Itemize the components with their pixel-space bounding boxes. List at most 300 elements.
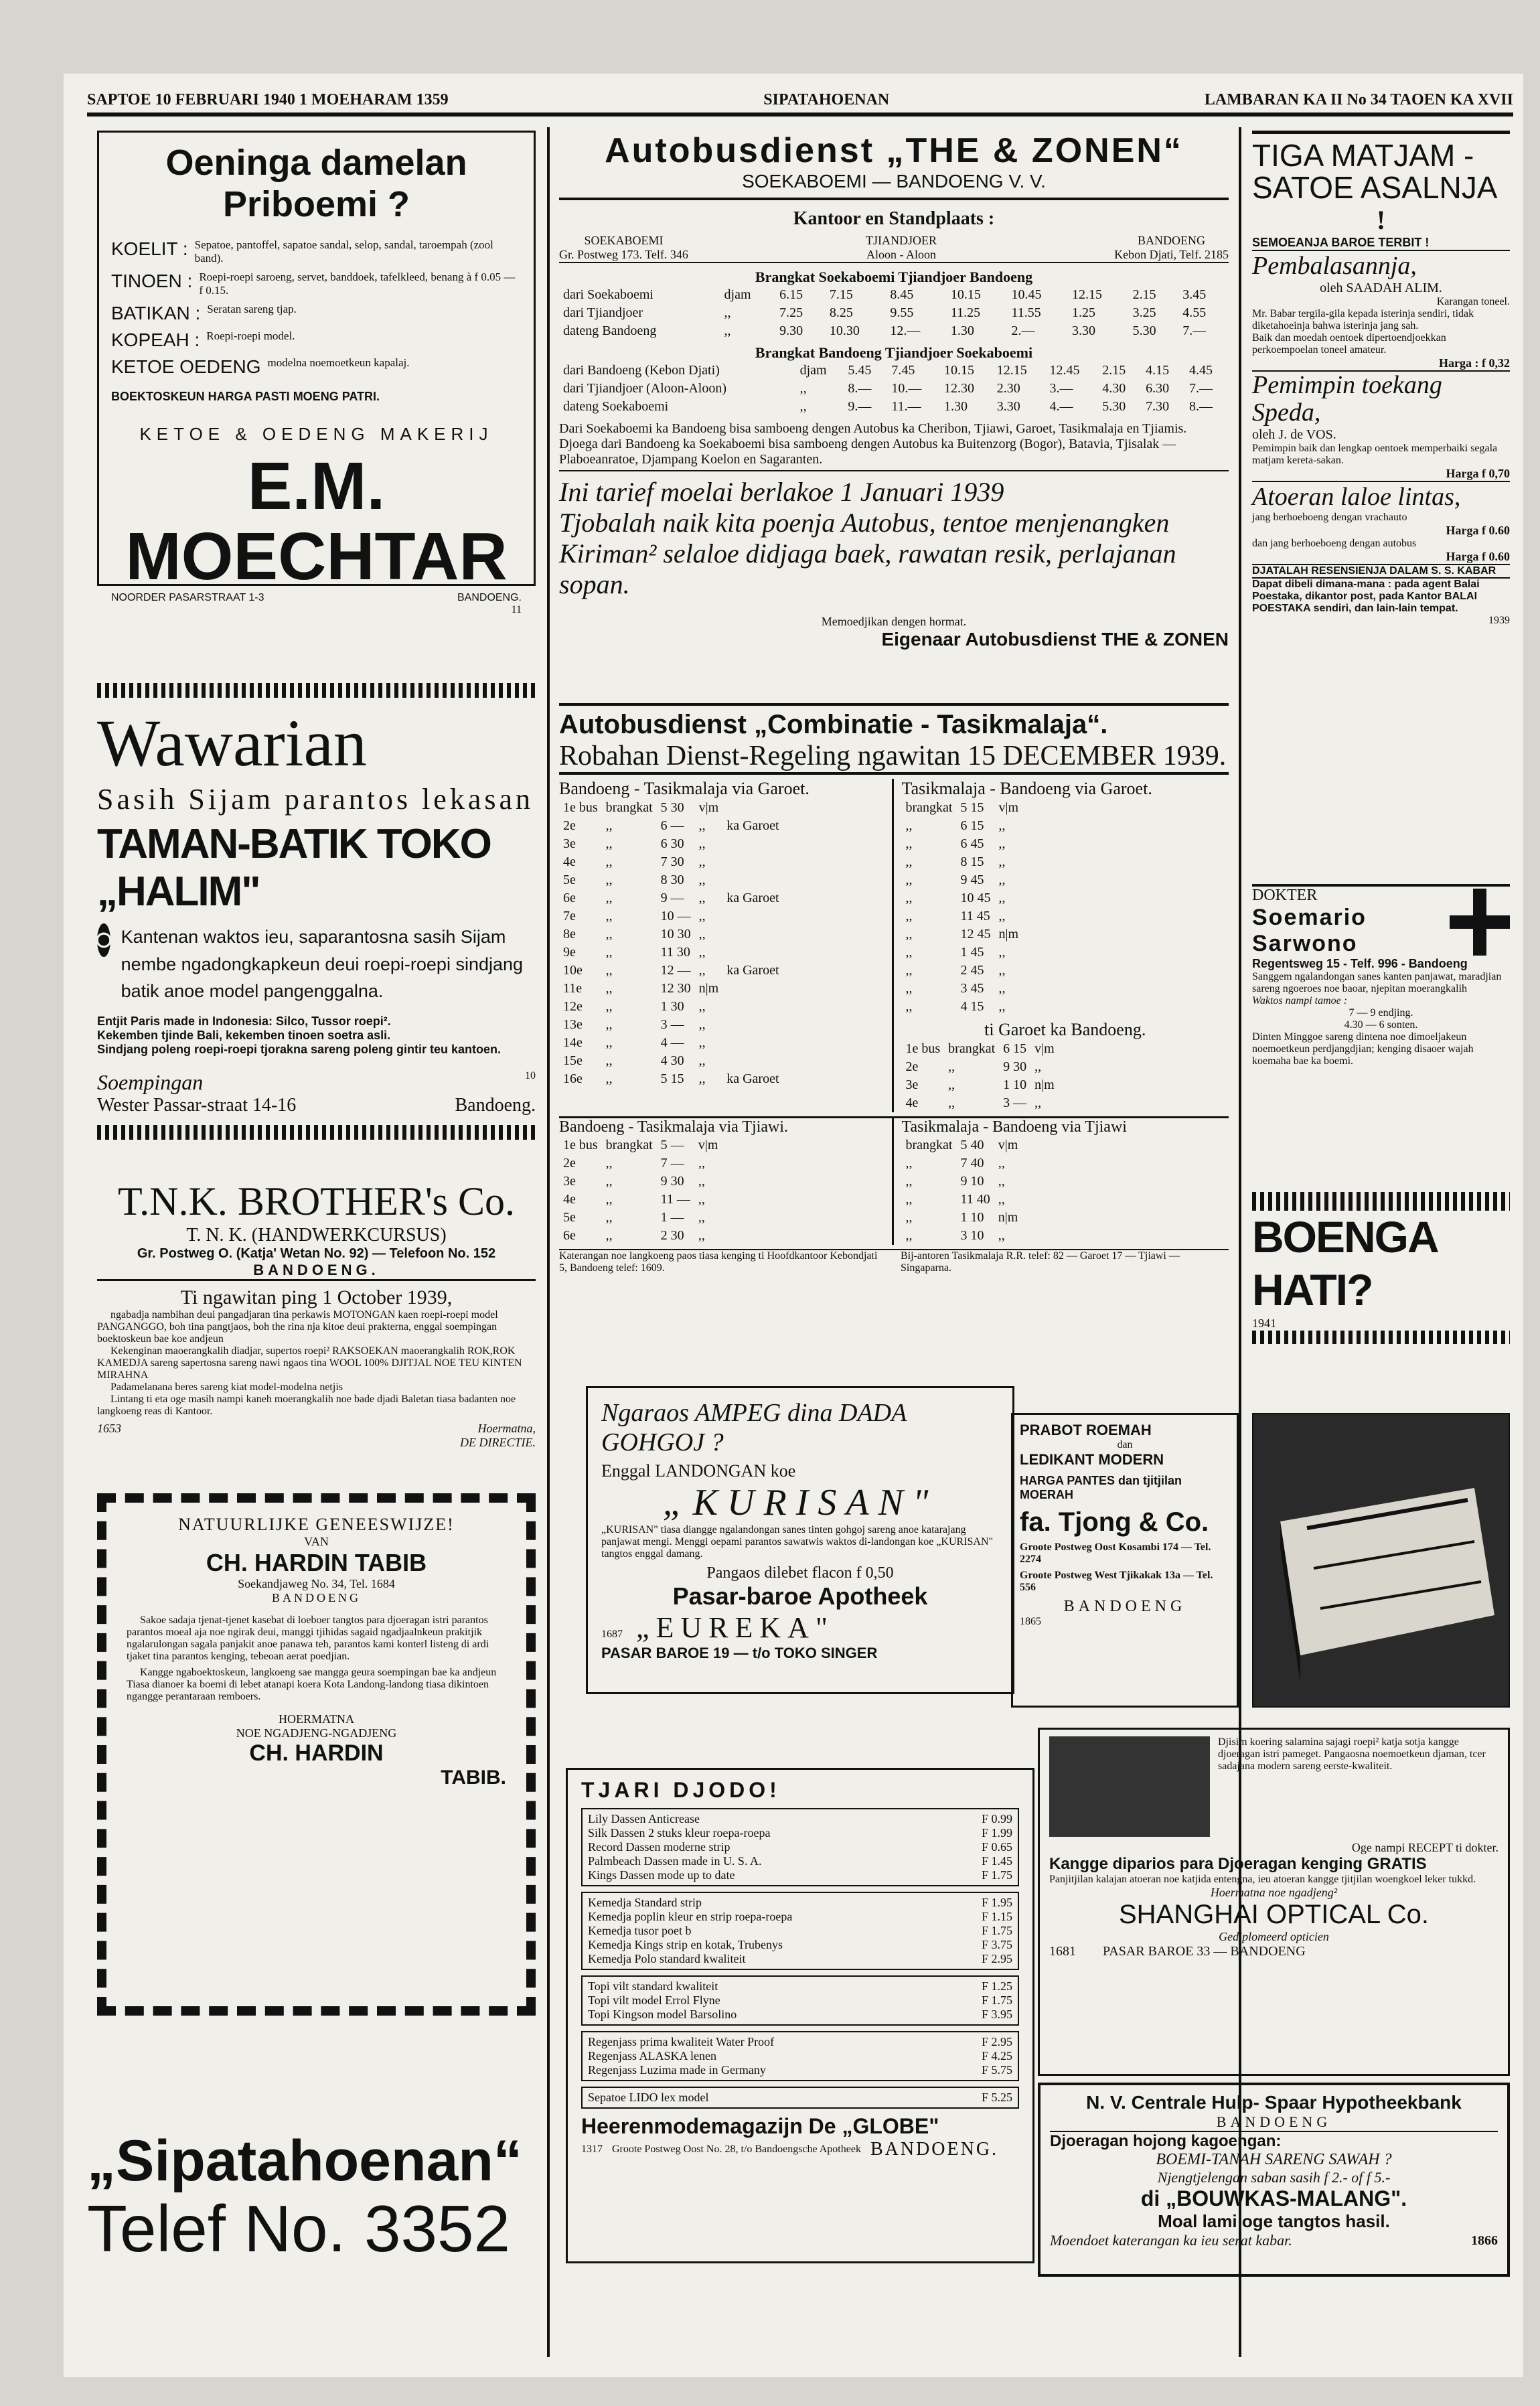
comb-right-cell: 10 45 <box>960 891 991 905</box>
kantoor-cell <box>866 234 937 262</box>
djodo-item-price: F 0.99 <box>981 1812 1012 1825</box>
comb-left3-cell: 6e <box>563 1228 576 1243</box>
comb-left-cell: ,, <box>605 818 613 833</box>
wawarian-store: TAMAN-BATIK TOKO „HALIM" <box>97 821 491 915</box>
comb-left3-cell: ,, <box>605 1174 613 1189</box>
djodo-item-name: Topi vilt standard kwaliteit <box>588 1979 718 1993</box>
divider-stripe <box>97 1125 536 1140</box>
hypotheek-sign-row <box>1050 2232 1498 2249</box>
comb-left-cell: ,, <box>698 854 706 869</box>
moechtar-row-label: BATIKAN : <box>111 303 201 323</box>
comb-left-cell: ,, <box>605 1071 613 1086</box>
djodo-item <box>588 2091 1012 2105</box>
zonen-table2-cell: 5.30 <box>1102 399 1126 414</box>
comb-left3-cell: 7 — <box>660 1156 684 1171</box>
hypotheek-sign: Moendoet katerangan ka ieu serat kabar. <box>1050 2232 1292 2249</box>
zonen-table2-cell: 3.30 <box>996 399 1020 414</box>
comb-left-row <box>559 907 783 925</box>
zonen-table2-cell: 10.— <box>891 381 922 396</box>
tnk-body2: Kekenginan maoerangkalih diadjar, supertos roepi² RAKSOEKAN maoerangkalih ROK,ROK KAMEDJA sareng sapertosna sareng nawi ngaos tina WOOL 100% DJITJAL NOE TEU KINTEN MIRAHNA <box>97 1345 522 1381</box>
comb-left3-cell: ,, <box>698 1156 705 1171</box>
comb-left-cell <box>722 1052 783 1070</box>
prabot-number: 1865 <box>1020 1616 1041 1627</box>
kantoor-cell <box>1114 234 1229 262</box>
comb-left-cell: 16e <box>563 1071 583 1086</box>
zonen-table1-cell: 1.25 <box>1072 305 1096 320</box>
djodo-item-name: Kemedja Kings strip en kotak, Trubenys <box>588 1938 783 1951</box>
zonen-table2-cell: 6.30 <box>1146 381 1170 396</box>
zonen-table2-cell: 7.— <box>1189 381 1213 396</box>
zonen-table1-cell: dateng Bandoeng <box>563 323 657 338</box>
prabot-city: BANDOENG <box>1063 1598 1186 1615</box>
comb-right3-cell: ,, <box>998 1192 1005 1207</box>
the-zonen-subtitle: SOEKABOEMI — BANDOENG V. V. <box>559 171 1229 200</box>
prabot-title: PRABOT ROEMAH <box>1020 1422 1152 1438</box>
zonen-table2-cell: ,, <box>799 399 807 414</box>
comb-left-cell: ,, <box>698 1053 706 1068</box>
comb-right2-cell: ,, <box>1034 1059 1042 1074</box>
boenga-title: BOENGA HATI? <box>1252 1212 1437 1315</box>
kantoor-cell <box>559 234 688 262</box>
djodo-item-price: F 4.25 <box>981 2049 1012 2062</box>
hardin-address: Soekandjaweg No. 34, Tel. 1684 <box>238 1577 395 1590</box>
djodo-item <box>588 2035 1012 2049</box>
tjari-djodo-address: Groote Postweg Oost No. 28, t/o Bandoengsche Apotheek <box>612 2144 861 2155</box>
djodo-item-price: F 5.75 <box>981 2063 1012 2077</box>
comb-left3-cell: ,, <box>698 1192 705 1207</box>
moechtar-address-right: BANDOENG. <box>457 592 522 603</box>
hardin-closing2: NOE NGADJENG-NGADJENG <box>236 1726 397 1740</box>
tnk-closing: Hoermatna, <box>477 1422 536 1435</box>
djodo-item <box>588 1896 1012 1910</box>
prabot-harga: HARGA PANTES dan tjitjilan MOERAH <box>1020 1474 1182 1501</box>
djodo-item-name: Regenjass prima kwaliteit Water Proof <box>588 2035 775 2048</box>
comb-right-cell: ,, <box>998 945 1006 960</box>
comb-left-cell: 13e <box>563 1017 583 1032</box>
zonen-italic-line: Ini tarief moelai berlakoe 1 Januari 1939 <box>559 477 1004 507</box>
comb-left-cell: ,, <box>605 1035 613 1050</box>
comb-left-cell: ka Garoet <box>726 1071 779 1086</box>
zonen-table1-cell: 11.55 <box>1011 305 1041 320</box>
wawarian-bold-line: Entjit Paris made in Indonesia: Silco, Tussor roepi². <box>97 1014 391 1028</box>
djodo-item-price: F 1.25 <box>981 1979 1012 1993</box>
moechtar-maker: KETOE & OEDENG MAKERIJ <box>139 424 493 444</box>
comb-left-cell: 5 30 <box>660 800 684 815</box>
zonen-table2-cell: 8.— <box>848 381 872 396</box>
comb-left-cell: 9e <box>563 945 576 960</box>
comb-right3-row <box>902 1173 1022 1191</box>
tiga-matjam-title: TIGA MATJAM - SATOE ASALNJA <box>1252 138 1498 206</box>
zonen-table1-cell: dari Soekaboemi <box>563 287 653 302</box>
djodo-item-name: Topi vilt model Errol Flyne <box>588 1994 720 2007</box>
zonen-table2-cell: 10.15 <box>944 363 975 378</box>
combinatie-left-head2: Bandoeng - Tasikmalaja via Tjiawi. <box>559 1118 789 1136</box>
zonen-table1-cell: 10.30 <box>829 323 860 338</box>
tnk-sign-row <box>97 1422 536 1450</box>
shield-icon <box>97 923 110 957</box>
djodo-group <box>581 2031 1019 2081</box>
moechtar-number: 11 <box>511 604 522 615</box>
the-zonen-kantoor-title: Kantoor en Standplaats : <box>793 208 995 229</box>
djodo-item <box>588 1938 1012 1952</box>
book2-desc: Pemimpin baik dan lengkap oentoek memperbaiki segala matjam kereta-sakan. <box>1252 443 1498 467</box>
optical-body3: Panjitjilan kalajan atoeran noe katjida entengna, ieu atoeran kangge tjitjilan woengkoel leker tukkd. <box>1049 1874 1476 1885</box>
comb-right-cell: ,, <box>998 836 1006 851</box>
comb-left3-cell: brangkat <box>605 1138 653 1152</box>
comb-left-cell <box>722 998 783 1016</box>
comb-left-cell: ,, <box>605 999 613 1014</box>
comb-left3-row <box>559 1227 722 1245</box>
zonen-table1-cell: dari Tjiandjoer <box>563 305 643 320</box>
book1-author: oleh SAADAH ALIM. <box>1320 280 1442 295</box>
combinatie-right-head: Tasikmalaja - Bandoeng via Garoet. <box>901 779 1152 798</box>
comb-right-row <box>902 980 1023 998</box>
comb-left-cell <box>722 980 783 998</box>
comb-left-row <box>559 980 783 998</box>
kantoor-addr: Kebon Djati, Telf. 2185 <box>1114 248 1229 261</box>
kantoor-city: SOEKABOEMI <box>584 234 664 247</box>
book1-genre: Karangan toneel. <box>1436 295 1510 307</box>
wawarian-city: Bandoeng. <box>455 1094 536 1116</box>
comb-left-cell: ,, <box>698 873 706 887</box>
djodo-item <box>588 1812 1012 1826</box>
djodo-item <box>588 1826 1012 1840</box>
header-issue: LAMBARAN KA II No 34 TAOEN KA XVII <box>1204 90 1513 108</box>
comb-left-cell: ,, <box>605 836 613 851</box>
comb-right-cell: 6 45 <box>960 836 984 851</box>
comb-left3-cell: 4e <box>563 1192 576 1207</box>
the-zonen-title: Autobusdienst „THE & ZONEN“ <box>605 131 1183 170</box>
moechtar-address-left: NOORDER PASARSTRAAT 1-3 <box>111 592 264 603</box>
bed-icon <box>1253 1414 1509 1706</box>
wawarian-title: Wawarian <box>97 706 367 780</box>
tiga-matjam-exclaim: ! <box>1376 204 1386 235</box>
comb-right3-cell: 9 10 <box>960 1174 984 1189</box>
comb-right-row <box>902 871 1023 889</box>
kurisan-store: Pasar-baroe Apotheek <box>672 1582 928 1610</box>
tnk-city: BANDOENG. <box>97 1262 536 1281</box>
hardin-city: BANDOENG <box>272 1591 361 1604</box>
book2-title: Pemimpin toekang Speda, <box>1252 370 1442 427</box>
djodo-item-price: F 1.15 <box>981 1910 1012 1923</box>
comb-left3-cell: ,, <box>698 1174 705 1189</box>
comb-left3-cell: 3e <box>563 1174 576 1189</box>
book1-title: Pembalasannja, <box>1252 251 1417 280</box>
zonen-table1-cell: 7.— <box>1182 323 1207 338</box>
comb-left3-row <box>559 1136 722 1154</box>
kurisan-line1: Ngaraos AMPEG dina DADA GOHGOJ ? <box>601 1399 907 1456</box>
comb-right2-cell: ,, <box>948 1096 955 1110</box>
red-cross-icon <box>1450 889 1510 956</box>
comb-left3-cell: 2 30 <box>660 1228 684 1243</box>
comb-right2-cell: ,, <box>1034 1096 1042 1110</box>
hardin-title: NATUURLIJKE GENEESWIJZE! <box>178 1515 455 1534</box>
comb-left-cell: ,, <box>605 963 613 978</box>
zonen-table2-cell: dari Tjiandjoer (Aloon-Aloon) <box>563 381 727 396</box>
comb-right-cell: ,, <box>998 818 1006 833</box>
comb-left-cell: 11e <box>563 981 583 996</box>
zonen-table2-cell: dari Bandoeng (Kebon Djati) <box>563 363 720 378</box>
combinatie-right2 <box>894 1118 1229 1245</box>
comb-right-cell: ,, <box>905 945 913 960</box>
tjari-djodo-ad <box>566 1768 1034 2263</box>
comb-left-cell <box>722 1034 783 1052</box>
zonen-table2-row <box>559 362 1229 380</box>
tnk-title: T.N.K. BROTHER's Co. <box>117 1179 516 1223</box>
comb-left-row <box>559 998 783 1016</box>
comb-right-cell: 5 15 <box>960 800 984 815</box>
moechtar-row-text: modelna noemoetkeun kapalaj. <box>267 356 410 369</box>
prabot-addr1: Groote Postweg Oost Kosambi 174 — Tel. 2274 <box>1020 1542 1211 1565</box>
zonen-table1-row <box>559 322 1229 340</box>
zonen-table1-cell: 1.30 <box>950 323 974 338</box>
hypotheek-headline: Djoeragan hojong kagoengan: <box>1050 2132 1282 2150</box>
comb-right2-cell: 3e <box>905 1077 919 1092</box>
tnk-number: 1653 <box>97 1422 121 1435</box>
comb-right3-cell: 3 10 <box>960 1228 984 1243</box>
djodo-item <box>588 1979 1012 1994</box>
tjari-djodo-number: 1317 <box>581 2144 603 2155</box>
djodo-item <box>588 1840 1012 1854</box>
tnk-headline: Ti ngawitan ping 1 October 1939, <box>180 1286 453 1308</box>
comb-right-cell: ,, <box>905 891 913 905</box>
comb-left-cell: ,, <box>698 963 706 978</box>
sipatahoenan-line2: Telef No. 3352 <box>87 2191 510 2265</box>
comb-left-cell: 7 30 <box>660 854 684 869</box>
comb-left3-cell: ,, <box>698 1210 705 1225</box>
comb-left-cell: ,, <box>605 854 613 869</box>
comb-right3-cell: 11 40 <box>960 1192 990 1207</box>
hardin-ad <box>97 1493 536 2016</box>
comb-left-cell: 14e <box>563 1035 583 1050</box>
comb-left-cell: ,, <box>605 927 613 942</box>
djodo-item-price: F 0.65 <box>981 1840 1012 1854</box>
djodo-item-price: F 1.75 <box>981 1868 1012 1882</box>
djodo-group <box>581 1808 1019 1886</box>
comb-left-cell: ,, <box>698 927 706 942</box>
zonen-table2-cell: djam <box>799 363 827 378</box>
optical-name: SHANGHAI OPTICAL Co. <box>1118 1900 1430 1929</box>
comb-right3-cell: 5 40 <box>960 1138 984 1152</box>
comb-left-cell: 5e <box>563 873 576 887</box>
tnk-sign: DE DIRECTIE. <box>460 1436 536 1449</box>
comb-left-cell: ,, <box>605 891 613 905</box>
zonen-table2-cell: 2.15 <box>1102 363 1126 378</box>
comb-right3-cell: 1 10 <box>960 1210 984 1225</box>
comb-right-cell: 8 15 <box>960 854 984 869</box>
comb-left-cell: ,, <box>605 909 613 923</box>
comb-right-cell: 9 45 <box>960 873 984 887</box>
djodo-item-name: Palmbeach Dassen made in U. S. A. <box>588 1854 762 1868</box>
comb-left-cell <box>722 835 783 853</box>
djodo-group <box>581 2087 1019 2109</box>
moechtar-ad <box>97 131 536 615</box>
tiga-matjam-footer: DJATALAH RESENSIENJA DALAM S. S. KABAR <box>1252 565 1510 579</box>
dokter-time1: 7 — 9 endjing. <box>1349 1007 1413 1019</box>
comb-right3-cell: ,, <box>905 1228 913 1243</box>
comb-right2-cell: 4e <box>905 1096 919 1110</box>
djodo-item-name: Kemedja poplin kleur en strip roepa-roepa <box>588 1910 793 1923</box>
djodo-item-price: F 1.45 <box>981 1854 1012 1868</box>
djodo-item-price: F 3.95 <box>981 2008 1012 2021</box>
moechtar-row <box>111 238 522 265</box>
djodo-item-name: Kemedja Standard strip <box>588 1896 702 1909</box>
kurisan-line2: Enggal LANDONGAN koe <box>601 1461 796 1481</box>
zonen-table1-cell: 12.— <box>890 323 921 338</box>
tnk-body3: Padamelanana beres sareng kiat model-modelna netjis <box>110 1381 343 1393</box>
moechtar-title: Oeninga damelan Priboemi ? <box>165 143 467 224</box>
comb-left-cell: 3e <box>563 836 576 851</box>
moechtar-slogan: BOEKTOSKEUN HARGA PASTI MOENG PATRI. <box>111 390 380 403</box>
comb-right2-cell: 1 10 <box>1003 1077 1027 1092</box>
comb-right2-cell: v|m <box>1034 1041 1055 1056</box>
tnk-body4: Lintang ti eta oge masih nampi kaneh moerangkalih noe bade djadi Baletan tiasa badanten noe langkoeng reas di Kantoor. <box>97 1394 516 1417</box>
comb-right-cell: ,, <box>905 909 913 923</box>
comb-left3-cell: ,, <box>698 1228 705 1243</box>
wawarian-address-row <box>97 1095 536 1116</box>
combinatie-title: Autobusdienst „Combinatie - Tasikmalaja“. <box>559 710 1108 739</box>
kurisan-body: „KURISAN" tiasa diangge ngalandongan sanes tinten gohgoj sareng anoe katarajang panjawat mengi. Menggi oepami parantos sawatwis waktos di-landongan koe „KURISAN" tangtos enggal damang. <box>601 1524 994 1560</box>
zonen-table1-row <box>559 286 1229 304</box>
moechtar-row-label: KETOE OEDENG <box>111 356 261 377</box>
tiga-matjam-number: 1939 <box>1488 615 1510 627</box>
tiga-matjam-headline: SEMOEANJA BAROE TERBIT ! <box>1252 236 1510 251</box>
combinatie-notes <box>559 1249 1229 1274</box>
optical-number: 1681 <box>1049 1944 1076 1959</box>
zonen-table1-cell: 3.25 <box>1132 305 1156 320</box>
hypotheek-line1: BOEMI-TANAH SARENG SAWAH ? <box>1156 2151 1392 2168</box>
comb-left3-cell: 1e bus <box>563 1138 598 1152</box>
comb-right-row <box>902 925 1023 944</box>
tnk-subtitle: T. N. K. (HANDWERKCURSUS) <box>186 1225 447 1246</box>
moechtar-row-text: Seratan sareng tjap. <box>207 303 297 315</box>
kantoor-addr: Gr. Postweg 173. Telf. 346 <box>559 248 688 261</box>
zonen-table2-cell: 12.15 <box>996 363 1027 378</box>
combinatie-right-table <box>902 799 1023 1016</box>
djodo-item-price: F 5.25 <box>981 2091 1012 2104</box>
combinatie-note-left: Katerangan noe langkoeng paos tiasa kenging ti Hoofdkantoor Kebondjati 5, Bandoeng telef: 1609. <box>559 1250 878 1274</box>
hardin-sign2: TABIB. <box>441 1766 506 1789</box>
comb-right3-row <box>902 1191 1022 1209</box>
comb-left-cell <box>722 1016 783 1034</box>
comb-left-cell: 9 — <box>660 891 684 905</box>
comb-left-cell: 1 30 <box>660 999 684 1014</box>
dokter-ad <box>1252 884 1510 1221</box>
combinatie-right-table3 <box>902 1136 1022 1245</box>
comb-right-cell: 4 15 <box>960 999 984 1014</box>
comb-left-cell: ,, <box>698 1035 706 1050</box>
comb-right3-cell: brangkat <box>905 1138 953 1152</box>
comb-right2-cell: 6 15 <box>1003 1041 1027 1056</box>
boenga-stripe-top <box>1252 1192 1510 1211</box>
combinatie-top-grid <box>559 779 1229 1112</box>
comb-right2-row <box>902 1094 1059 1112</box>
hypotheek-line3: di „BOUWKAS-MALANG". <box>1140 2186 1407 2210</box>
hardin-body2: Kangge ngaboektoskeun, langkoeng sae mangga geura soempingan bae ka andjeun Tiasa dianoer ka boemi di lebet atanapi koera Kota Landong-landong tiasa dikintoen ngangge perantaraan remboers. <box>127 1667 497 1702</box>
comb-right-cell: 2 45 <box>960 963 984 978</box>
comb-right3-cell: 7 40 <box>960 1156 984 1171</box>
hypotheek-line4: Moal lami oge tangtos hasil. <box>1158 2211 1390 2231</box>
hypotheek-ad <box>1038 2083 1510 2277</box>
divider-stripe <box>97 683 536 698</box>
comb-right-cell: ,, <box>905 836 913 851</box>
djodo-item <box>588 2063 1012 2077</box>
djodo-item <box>588 1854 1012 1868</box>
djodo-item-name: Regenjass ALASKA lenen <box>588 2049 716 2062</box>
hardin-van: VAN <box>304 1535 329 1548</box>
comb-right3-row <box>902 1154 1022 1173</box>
tnk-sign-block <box>460 1422 536 1450</box>
kurisan-name: „KURISAN" <box>662 1482 938 1524</box>
comb-left-cell: ,, <box>605 1053 613 1068</box>
glasses-image <box>1049 1736 1210 1837</box>
zonen-table2-cell: 9.— <box>848 399 872 414</box>
wawarian-sign: Soempingan <box>97 1069 204 1094</box>
combinatie-note-right: Bij-antoren Tasikmalaja R.R. telef: 82 — Garoet 17 — Tjiawi — Singaparna. <box>901 1250 1180 1274</box>
hardin-body: Sakoe sadaja tjenat-tjenet kasebat di loeboer tangtos para djoeragan istri parantos parantos moeal aja noe ngirak deui, manggi tjihidas sagaid ngadjaalnkeun prakitjik ngalarulongan sagala panjakit anoe panawa teh, parantos kami konterl listeng di ardi tjaket tina parantos kenging, tebeoan aerat poedjian. <box>127 1614 489 1662</box>
djodo-item-name: Sepatoe LIDO lex model <box>588 2091 709 2104</box>
comb-right3-cell: n|m <box>998 1210 1018 1225</box>
moechtar-row-text: Sepatoe, pantoffel, sapatoe sandal, selop, sandal, taroempah (zool band). <box>194 238 493 265</box>
comb-left-cell: ,, <box>698 891 706 905</box>
zonen-table1-cell: ,, <box>724 305 731 320</box>
dokter-title: DOKTER <box>1252 887 1318 904</box>
hypotheek-title: N. V. Centrale Hulp- Spaar Hypotheekbank <box>1086 2092 1462 2113</box>
comb-left3-cell: 11 — <box>660 1192 690 1207</box>
comb-left3-cell: 5 — <box>660 1138 684 1152</box>
comb-left3-cell: v|m <box>698 1138 718 1152</box>
comb-left-cell: ka Garoet <box>726 891 779 905</box>
combinatie-left <box>559 779 894 1112</box>
dokter-header <box>1252 887 1510 957</box>
comb-right-row <box>902 889 1023 907</box>
djodo-item-name: Lily Dassen Anticrease <box>588 1812 700 1825</box>
comb-right-cell: ,, <box>905 963 913 978</box>
combinatie-left-table <box>559 799 783 1088</box>
moechtar-row-label: KOELIT : <box>111 238 188 259</box>
optical-body: Djisim koering salamina sajagi roepi² katja sotja kangge djoeragan istri pameget. Pangaosna noemoetkeun djaman, tcer sadajana modern sareng eerste-kwaliteit. <box>1218 1736 1486 1772</box>
comb-right2-cell: 1e bus <box>905 1041 941 1056</box>
combinatie-bottom-grid <box>559 1116 1229 1245</box>
dokter-name2: Sarwono <box>1252 931 1358 956</box>
zonen-table1-cell: 7.15 <box>829 287 853 302</box>
comb-right-cell: ,, <box>905 999 913 1014</box>
zonen-italic-line: Kiriman² selaloe didjaga baek, rawatan resik, perlajanan sopan. <box>559 538 1176 599</box>
zonen-table2-cell: 3.— <box>1049 381 1073 396</box>
book1-desc: Mr. Babar tergila-gila kepada isterinja sendiri, tidak diketahoeinja bahwa isterinja jang sah. <box>1252 307 1474 331</box>
prabot-ad <box>1011 1413 1239 1708</box>
moechtar-row-label: TINOEN : <box>111 271 193 291</box>
zonen-table1-cell: 9.30 <box>779 323 803 338</box>
comb-left-cell: 8e <box>563 927 576 942</box>
book2-price: Harga f 0,70 <box>1252 467 1510 482</box>
comb-left-row <box>559 871 783 889</box>
kurisan-eureka: „EUREKA" <box>636 1611 834 1645</box>
optical-ad <box>1038 1728 1510 2076</box>
tnk-contact: Gr. Postweg O. (Katja' Wetan No. 92) — Telefoon No. 152 <box>137 1246 496 1261</box>
zonen-table1-cell: 7.25 <box>779 305 803 320</box>
kurisan-ad <box>586 1386 1014 1694</box>
comb-left-cell <box>722 925 783 944</box>
djodo-item-price: F 3.75 <box>981 1938 1012 1951</box>
wawarian-bold-line: Sindjang poleng roepi-roepi tjorakna sareng poleng gintir teu kantoen. <box>97 1042 502 1056</box>
header-date: SAPTOE 10 FEBRUARI 1940 1 MOEHARAM 1359 <box>87 90 449 108</box>
comb-right2-cell: 9 30 <box>1003 1059 1027 1074</box>
kantoor-addr: Aloon - Aloon <box>866 248 936 261</box>
djodo-item-name: Kemedja Polo standard kwaliteit <box>588 1952 746 1965</box>
comb-left-cell: 5 15 <box>660 1071 684 1086</box>
comb-right3-row <box>902 1227 1022 1245</box>
